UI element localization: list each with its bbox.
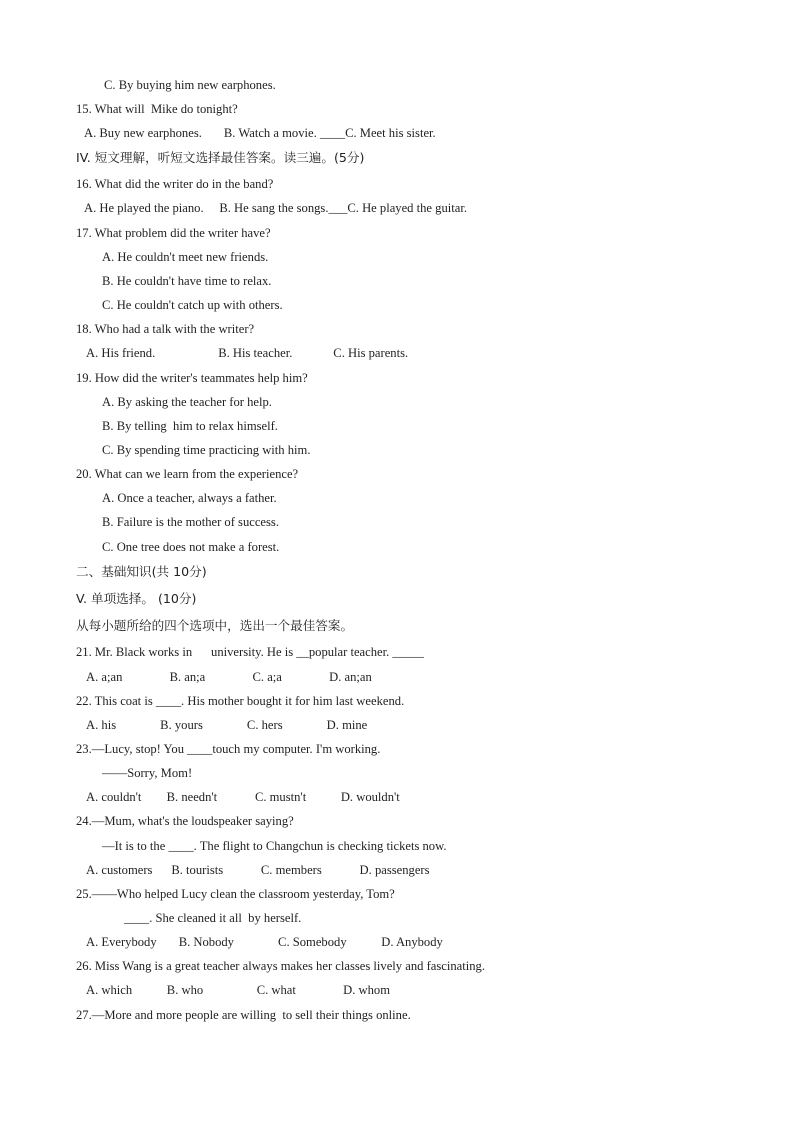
question-21: 21. Mr. Black works in university. He is __popular teacher. _____	[76, 645, 424, 659]
question-25: 25.——Who helped Lucy clean the classroom yesterday, Tom?	[76, 887, 395, 901]
question-23: 23.—Lucy, stop! You ____touch my computer. I'm working.	[76, 742, 381, 756]
question-17: 17. What problem did the writer have?	[76, 226, 271, 240]
question-17-option-c: C. He couldn't catch up with others.	[102, 298, 283, 312]
question-15: 15. What will Mike do tonight?	[76, 102, 238, 116]
question-20-option-c: C. One tree does not make a forest.	[102, 540, 280, 554]
question-26-options: A. which B. who C. what D. whom	[86, 983, 390, 997]
question-24-options: A. customers B. tourists C. members D. passengers	[86, 863, 430, 877]
question-19-option-b: B. By telling him to relax himself.	[102, 419, 278, 433]
question-22: 22. This coat is ____. His mother bought it for him last weekend.	[76, 694, 405, 708]
question-22-options: A. his B. yours C. hers D. mine	[86, 718, 368, 732]
question-25-reply: ____. She cleaned it all by herself.	[124, 911, 302, 925]
question-21-options: A. a;an B. an;a C. a;a D. an;an	[86, 670, 372, 684]
question-26: 26. Miss Wang is a great teacher always makes her classes lively and fascinating.	[76, 959, 485, 973]
question-20-option-a: A. Once a teacher, always a father.	[102, 491, 277, 505]
question-19-option-a: A. By asking the teacher for help.	[102, 395, 272, 409]
question-19-option-c: C. By spending time practicing with him.	[102, 443, 311, 457]
section-v-instructions: 从每小题所给的四个选项中，选出一个最佳答案。	[76, 618, 354, 633]
question-18: 18. Who had a talk with the writer?	[76, 322, 255, 336]
question-17-option-b: B. He couldn't have time to relax.	[102, 274, 272, 288]
question-23-options: A. couldn't B. needn't C. mustn't D. wouldn't	[86, 790, 400, 804]
question-16: 16. What did the writer do in the band?	[76, 177, 274, 191]
question-23-reply: ——Sorry, Mom!	[102, 766, 193, 780]
question-24-reply: —It is to the ____. The flight to Changchun is checking tickets now.	[102, 839, 447, 853]
question-14-option-c: C. By buying him new earphones.	[104, 78, 276, 92]
section-v-heading: V. 单项选择。 (10分)	[76, 591, 197, 606]
question-17-option-a: A. He couldn't meet new friends.	[102, 250, 269, 264]
question-20-option-b: B. Failure is the mother of success.	[102, 515, 279, 529]
question-15-options: A. Buy new earphones. B. Watch a movie. ____C. Meet his sister.	[84, 126, 436, 140]
part-two-heading: 二、基础知识(共 10分)	[76, 564, 207, 579]
question-18-options: A. His friend. B. His teacher. C. His parents.	[86, 346, 409, 360]
question-27: 27.—More and more people are willing to sell their things online.	[76, 1008, 411, 1022]
question-19: 19. How did the writer's teammates help him?	[76, 371, 308, 385]
section-iv-heading: IV. 短文理解，听短文选择最佳答案。读三遍。(5分)	[76, 150, 365, 165]
question-25-options: A. Everybody B. Nobody C. Somebody D. Anybody	[86, 935, 443, 949]
question-16-options: A. He played the piano. B. He sang the songs.___C. He played the guitar.	[84, 201, 467, 215]
question-20: 20. What can we learn from the experience?	[76, 467, 299, 481]
question-24: 24.—Mum, what's the loudspeaker saying?	[76, 814, 294, 828]
